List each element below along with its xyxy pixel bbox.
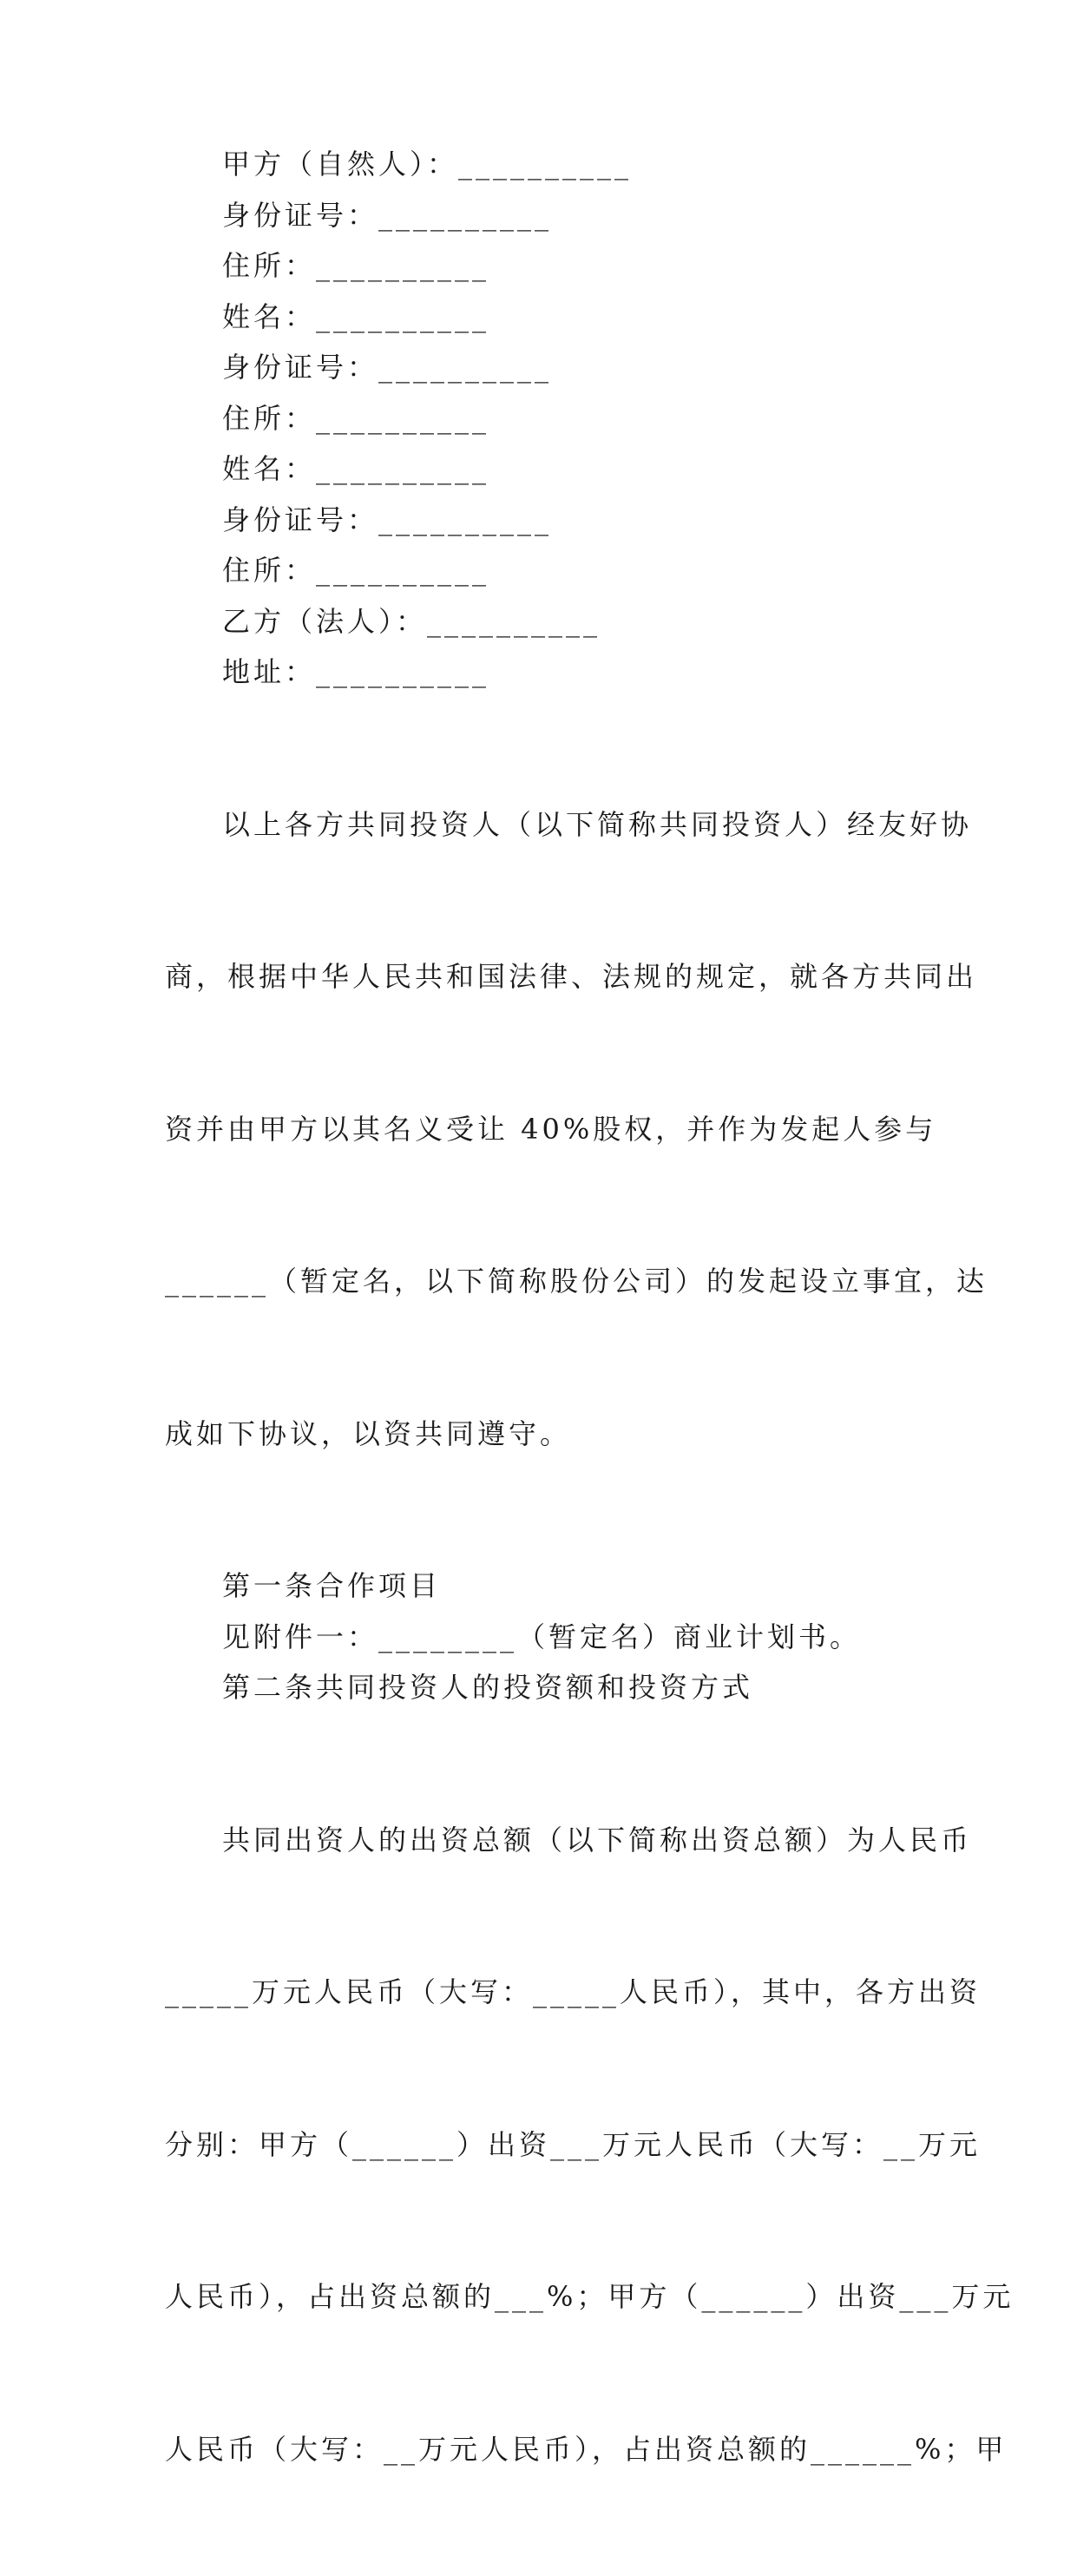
intro-line: 以上各方共同投资人（以下简称共同投资人）经友好协 bbox=[165, 799, 913, 851]
investor-3-address-line: 住所：__________ bbox=[165, 545, 913, 596]
document-page bbox=[165, 139, 913, 2576]
article-2-line: 人民币），占出资总额的___%；甲方（______）出资___万元 bbox=[165, 2271, 913, 2323]
article-2-paragraph bbox=[165, 1713, 913, 2576]
party-a-name-line: 甲方（自然人）：__________ bbox=[165, 139, 913, 190]
intro-paragraph bbox=[165, 698, 913, 1561]
intro-line: 商，根据中华人民共和国法律、法规的规定，就各方共同出 bbox=[165, 951, 913, 1002]
article-2-title: 第二条共同投资人的投资额和投资方式 bbox=[165, 1662, 913, 1713]
article-2-line: 人民币（大写：__万元人民币），占出资总额的______%；甲 bbox=[165, 2424, 913, 2475]
article-1-title: 第一条合作项目 bbox=[165, 1561, 913, 1612]
investor-2-id-line: 身份证号：__________ bbox=[165, 342, 913, 393]
party-a-address-line: 住所：__________ bbox=[165, 240, 913, 292]
party-a-id-line: 身份证号：__________ bbox=[165, 190, 913, 241]
investor-2-name-line: 姓名：__________ bbox=[165, 292, 913, 343]
intro-line: ______（暂定名，以下简称股份公司）的发起设立事宜，达 bbox=[165, 1256, 913, 1307]
party-b-name-line: 乙方（法人）：__________ bbox=[165, 596, 913, 647]
party-b-address-line: 地址：__________ bbox=[165, 647, 913, 698]
article-2-line: 共同出资人的出资总额（以下简称出资总额）为人民币 bbox=[165, 1815, 913, 1866]
intro-line: 资并由甲方以其名义受让 40%股权，并作为发起人参与 bbox=[165, 1104, 913, 1155]
investor-3-id-line: 身份证号：__________ bbox=[165, 495, 913, 546]
investor-3-name-line: 姓名：__________ bbox=[165, 444, 913, 495]
article-1-body: 见附件一：________（暂定名）商业计划书。 bbox=[165, 1612, 913, 1663]
article-2-line: _____万元人民币（大写：_____人民币），其中，各方出资 bbox=[165, 1967, 913, 2018]
investor-2-address-line: 住所：__________ bbox=[165, 393, 913, 444]
article-2-line: 分别：甲方（______）出资___万元人民币（大写：__万元 bbox=[165, 2119, 913, 2171]
intro-line: 成如下协议，以资共同遵守。 bbox=[165, 1409, 913, 1460]
